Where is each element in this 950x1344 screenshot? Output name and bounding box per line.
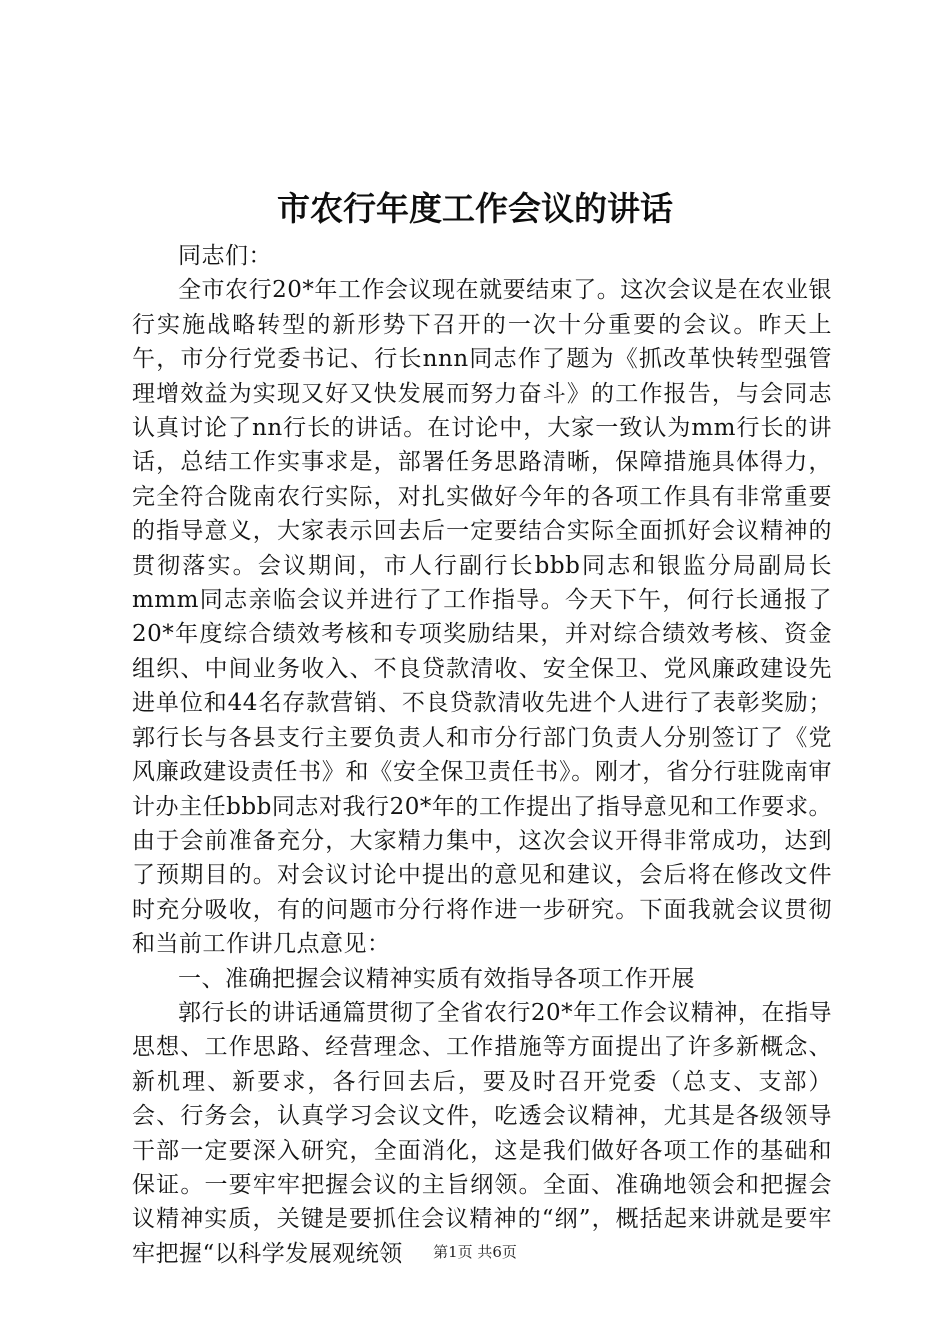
paragraph-section-1: 郭行长的讲话通篇贯彻了全省农行20*年工作会议精神，在指导思想、工作思路、经营理念、工作措施等方面提出了许多新概念、新机理、新要求，各行回去后，要及时召开党委（总支、支部）会、行务会，认真学习会议文件，吃透会议精神，尤其是各级领导干部一定要深入研究，全面消化，这是我们做好各项工作的基础和保证。一要牢牢把握会议的主旨纲领。全面、准确地领会和把握会议精神实质，关键是要抓住会议精神的“纲”，概括起来讲就是要牢牢把握“以科学发展观统领 <box>132 999 832 1267</box>
paragraph-opening: 全市农行20*年工作会议现在就要结束了。这次会议是在农业银行实施战略转型的新形势下召开的一次十分重要的会议。昨天上午，市分行党委书记、行长nnn同志作了题为《抓改革快转型强管理增效益为实现又好又快发展而努力奋斗》的工作报告，与会同志认真讨论了nn行长的讲话。在讨论中，大家一致认为mm行长的讲话，总结工作实事求是，部署任务思路清晰，保障措施具体得力，完全符合陇南农行实际，对扎实做好今年的各项工作具有非常重要的指导意义，大家表示回去后一定要结合实际全面抓好会议精神的贯彻落实。会议期间，市人行副行长bbb同志和银监分局副局长mmm同志亲临会议并进行了工作指导。今天下午，何行长通报了20*年度综合绩效考核和专项奖励结果，并对综合绩效考核、资金组织、中间业务收入、不良贷款清收、安全保卫、党风廉政建设先进单位和44名存款营销、不良贷款清收先进个人进行了表彰奖励；郭行长与各县支行主要负责人和市分行部门负责人分别签订了《党风廉政建设责任书》和《安全保卫责任书》。刚才，省分行驻陇南审计办主任bbb同志对我行20*年的工作提出了指导意见和工作要求。由于会前准备充分，大家精力集中，这次会议开得非常成功，达到了预期目的。对会议讨论中提出的意见和建议，会后将在修改文件时充分吸收，有的问题市分行将作进一步研究。下面我就会议贯彻和当前工作讲几点意见： <box>132 277 832 958</box>
document-body <box>132 239 832 1271</box>
section-heading-1: 一、准确把握会议精神实质有效指导各项工作开展 <box>178 965 695 992</box>
page-footer: 第1页 共6页 <box>433 1243 517 1261</box>
document-title: 市农行年度工作会议的讲话 <box>277 189 673 228</box>
salutation: 同志们： <box>178 243 272 269</box>
